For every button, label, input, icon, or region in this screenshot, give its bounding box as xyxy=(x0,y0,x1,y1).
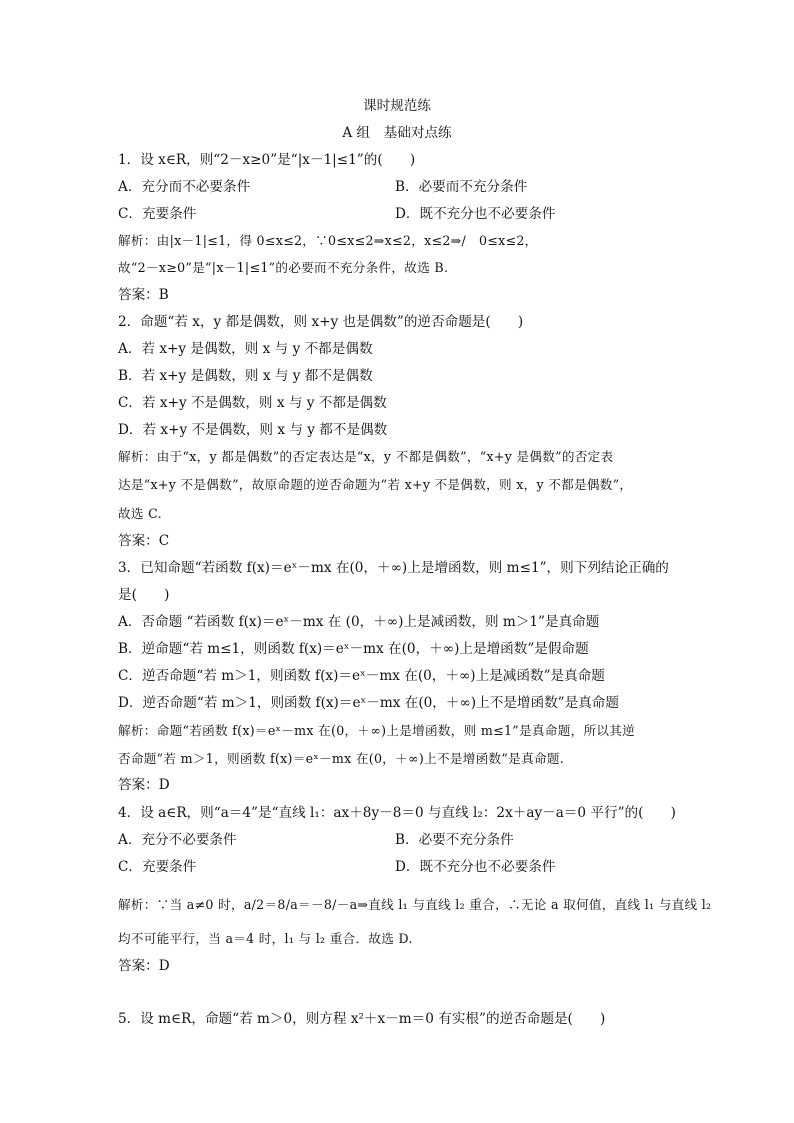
q2-option-b: B．若 x+y 是偶数，则 x 与 y 都不是偶数 xyxy=(118,368,373,384)
q3-solution-line-1: 解析：命题“若函数 f(x)＝eˣ－mx 在(0，＋∞)上是增函数，则 m≤1”是真命题，所以其逆 xyxy=(118,723,636,738)
q4-solution-line-1: 解析：∵当 a≠0 时，a/2＝8/a＝－8/－a⇒直线 l₁ 与直线 l₂ 重合，∴无论 a 取何值，直线 l₁ 与直线 l₂ xyxy=(118,897,712,912)
q3-option-c: C．逆否命题“若 m＞1，则函数 f(x)＝eˣ－mx 在(0，＋∞)上是减函数”是真命题 xyxy=(118,668,605,684)
q2-solution-line-2: 达是“x+y 不是偶数”，故原命题的逆否命题为“若 x+y 不是偶数，则 x，y 不都是偶数”， xyxy=(118,477,633,492)
q4-option-b: B．必要不充分条件 xyxy=(395,832,514,848)
q2-option-c: C．若 x+y 不是偶数，则 x 与 y 不都是偶数 xyxy=(118,395,387,411)
q4-stem: 4．设 a∈R，则“a＝4”是“直线 l₁：ax＋8y－8＝0 与直线 l₂：2x＋ay－a＝0 平行”的( ) xyxy=(118,805,676,821)
q2-answer: 答案：C xyxy=(118,533,170,549)
q3-stem-line-2: 是( ) xyxy=(118,587,170,603)
q4-option-c: C．充要条件 xyxy=(118,859,197,875)
q5-stem: 5．设 m∈R，命题“若 m＞0，则方程 x²＋x－m＝0 有实根”的逆否命题是( ) xyxy=(118,1011,606,1027)
page-title: 课时规范练 xyxy=(363,98,431,114)
q3-answer: 答案：D xyxy=(118,777,170,793)
q2-stem: 2．命题“若 x，y 都是偶数，则 x+y 也是偶数”的逆否命题是( ) xyxy=(118,314,524,330)
q1-solution-line-2: 故“2－x≥0”是“|x－1|≤1”的必要而不充分条件，故选 B. xyxy=(118,260,449,275)
q4-solution-line-2: 均不可能平行，当 a＝4 时，l₁ 与 l₂ 重合．故选 D. xyxy=(118,931,413,946)
q2-option-a: A．若 x+y 是偶数，则 x 与 y 不都是偶数 xyxy=(118,341,373,357)
q1-option-b: B．必要而不充分条件 xyxy=(395,179,528,195)
q1-option-c: C．充要条件 xyxy=(118,206,197,222)
q3-option-d: D．逆否命题“若 m＞1，则函数 f(x)＝eˣ－mx 在(0，＋∞)上不是增函数”是真命题 xyxy=(118,695,619,711)
q4-option-d: D．既不充分也不必要条件 xyxy=(395,859,556,875)
q3-solution-line-2: 否命题“若 m＞1，则函数 f(x)＝eˣ－mx 在(0，＋∞)上不是增函数”是真命题. xyxy=(118,751,565,766)
section-subtitle: A 组 基础对点练 xyxy=(342,125,452,141)
q1-option-a: A．充分而不必要条件 xyxy=(118,179,251,195)
q3-option-b: B．逆命题“若 m≤1，则函数 f(x)＝eˣ－mx 在(0，＋∞)上是增函数”是假命题 xyxy=(118,641,589,657)
q3-option-a: A．否命题 “若函数 f(x)＝eˣ－mx 在 (0，＋∞)上是减函数，则 m＞1”是真命题 xyxy=(118,614,600,630)
q4-answer: 答案：D xyxy=(118,958,170,974)
q1-answer: 答案：B xyxy=(118,287,169,303)
q3-stem-line-1: 3．已知命题“若函数 f(x)＝eˣ－mx 在(0，＋∞)上是增函数，则 m≤1”，则下列结论正确的 xyxy=(118,560,669,576)
q4-option-a: A．充分不必要条件 xyxy=(118,832,237,848)
q2-option-d: D．若 x+y 不是偶数，则 x 与 y 都不是偶数 xyxy=(118,422,388,438)
q1-stem: 1．设 x∈R，则“2－x≥0”是“|x－1|≤1”的( ) xyxy=(118,152,416,168)
q2-solution-line-3: 故选 C. xyxy=(118,506,162,521)
q1-option-d: D．既不充分也不必要条件 xyxy=(395,206,556,222)
q2-solution-line-1: 解析：由于“x，y 都是偶数”的否定表达是“x，y 不都是偶数”，“x+y 是偶数”的否定表 xyxy=(118,449,614,464)
q1-solution-line-1: 解析：由|x－1|≤1，得 0≤x≤2，∵0≤x≤2⇒x≤2，x≤2⇒/ 0≤x≤2， xyxy=(118,233,538,248)
